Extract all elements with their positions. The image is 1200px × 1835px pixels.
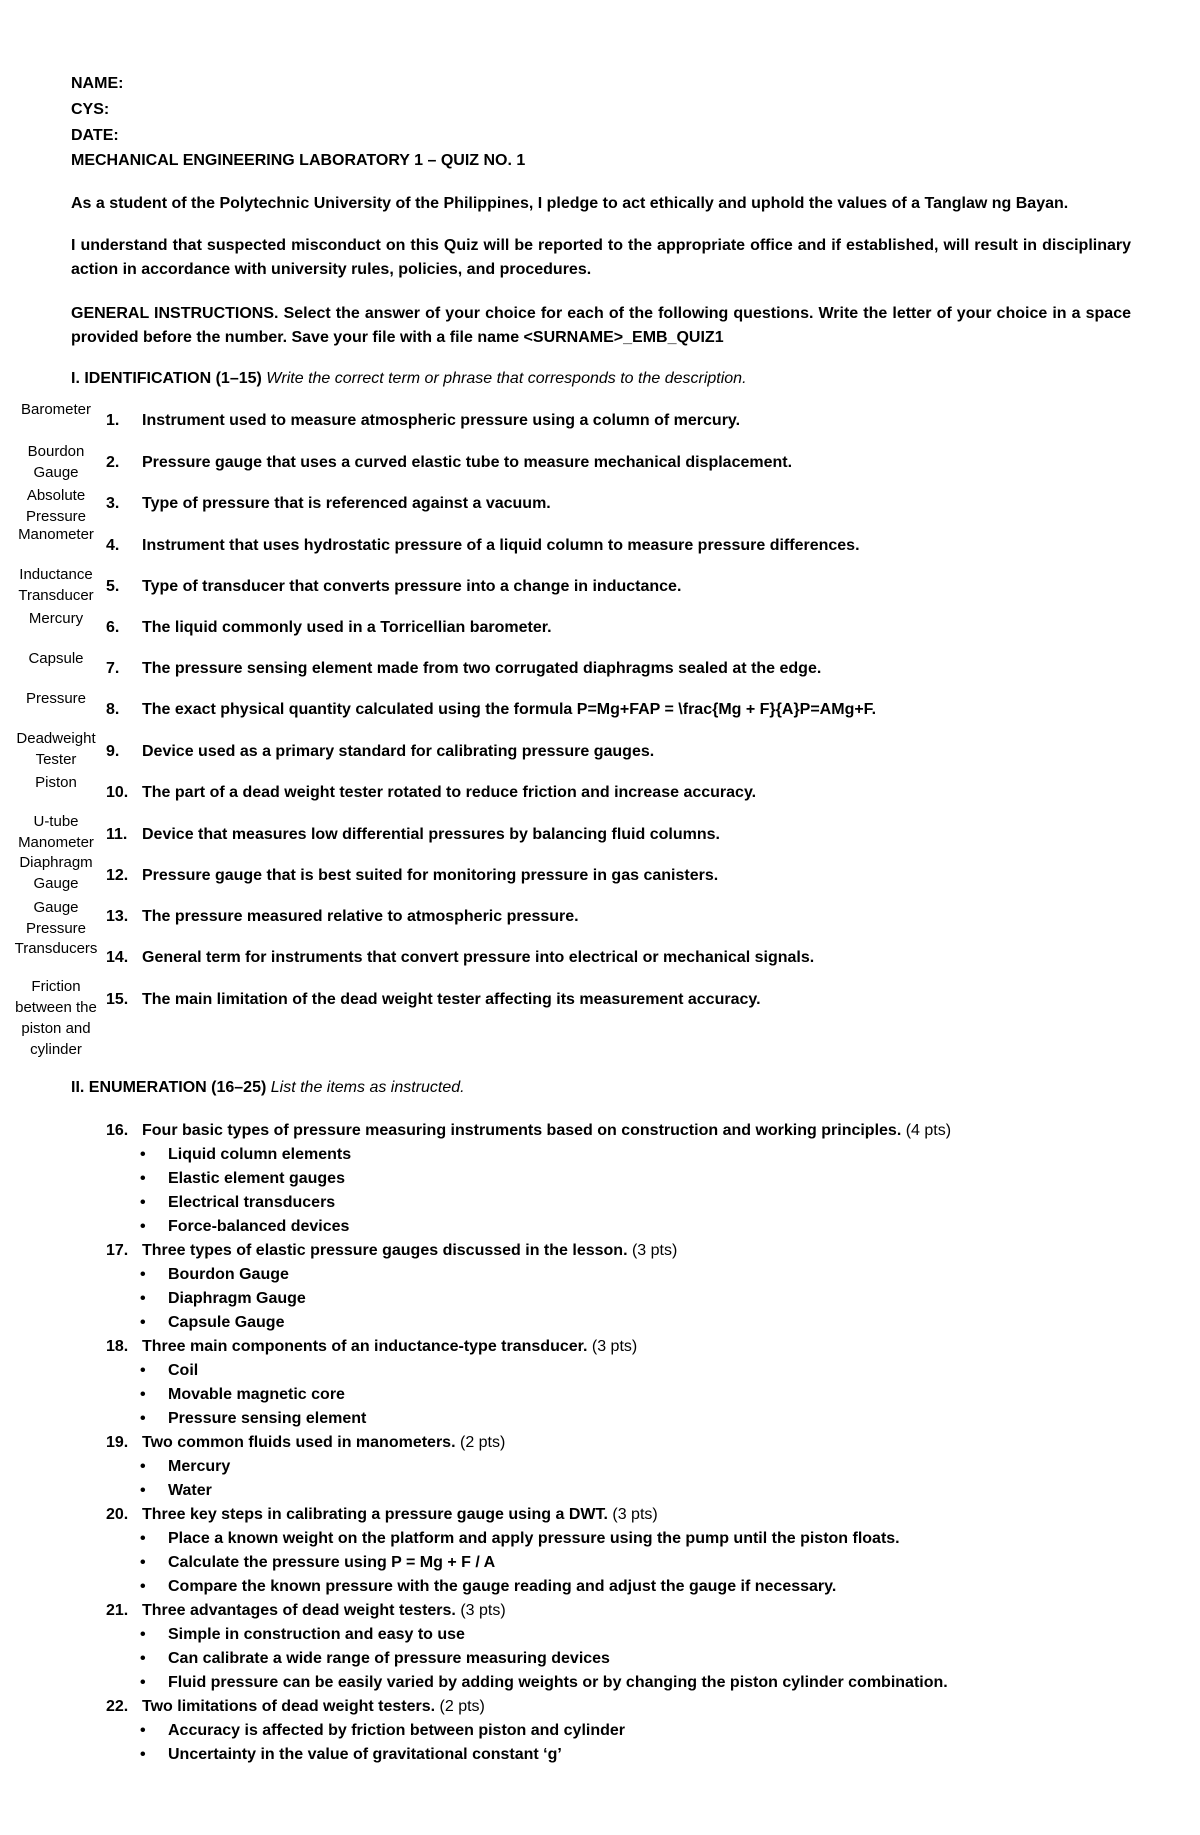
question-text: Device used as a primary standard for calibrating pressure gauges. bbox=[142, 743, 655, 760]
question-number: 21. bbox=[106, 1602, 129, 1619]
bullet-text: Elastic element gauges bbox=[168, 1170, 345, 1187]
question-number: 5. bbox=[106, 578, 120, 595]
question-text: Pressure gauge that is best suited for monitoring pressure in gas canisters. bbox=[142, 867, 719, 884]
bullet-item bbox=[140, 1623, 1156, 1647]
bullet-item bbox=[140, 1647, 1156, 1671]
bullet-item bbox=[140, 1671, 1156, 1695]
bullet-item bbox=[140, 1551, 1156, 1575]
enumeration-question bbox=[106, 1431, 1156, 1455]
question-text: The main limitation of the dead weight tester affecting its measurement accuracy. bbox=[142, 991, 761, 1008]
bullet-text: Force-balanced devices bbox=[168, 1218, 350, 1235]
bullet-text: Diaphragm Gauge bbox=[168, 1290, 306, 1307]
question-text: Device that measures low differential pressures by balancing fluid columns. bbox=[142, 826, 720, 843]
question-number: 19. bbox=[106, 1434, 129, 1451]
question-text-wrap bbox=[142, 1695, 485, 1719]
question-text: The pressure sensing element made from two corrugated diaphragms sealed at the edge. bbox=[142, 660, 822, 677]
answer-label: Piston bbox=[35, 774, 77, 791]
question-text-wrap bbox=[142, 1335, 637, 1359]
bullet-item bbox=[140, 1455, 1156, 1479]
bullet-icon: • bbox=[140, 1530, 146, 1547]
points-label: (3 pts) bbox=[460, 1602, 506, 1619]
question-number: 15. bbox=[106, 991, 129, 1008]
bullet-text: Can calibrate a wide range of pressure measuring devices bbox=[168, 1650, 610, 1667]
question-text: Instrument used to measure atmospheric pressure using a column of mercury. bbox=[142, 412, 741, 429]
question-number: 16. bbox=[106, 1122, 129, 1139]
points-label: (2 pts) bbox=[439, 1698, 485, 1715]
question-text: Four basic types of pressure measuring instruments based on construction and working principles. bbox=[142, 1122, 902, 1139]
question-number: 18. bbox=[106, 1338, 129, 1355]
bullet-text: Simple in construction and easy to use bbox=[168, 1626, 465, 1643]
question-number: 20. bbox=[106, 1506, 129, 1523]
question-text: Pressure gauge that uses a curved elastic tube to measure mechanical displacement. bbox=[142, 454, 793, 471]
bullet-icon: • bbox=[140, 1266, 146, 1283]
question-number: 10. bbox=[106, 784, 129, 801]
question-text-wrap bbox=[142, 1431, 505, 1455]
bullet-item bbox=[140, 1311, 1156, 1335]
date-label: DATE: bbox=[71, 127, 119, 144]
question-number: 2. bbox=[106, 454, 120, 471]
points-label: (3 pts) bbox=[612, 1506, 658, 1523]
question-number: 7. bbox=[106, 660, 120, 677]
enumeration-question bbox=[106, 1335, 1156, 1359]
question-number: 1. bbox=[106, 412, 120, 429]
points-label: (2 pts) bbox=[459, 1434, 506, 1451]
bullet-icon: • bbox=[140, 1674, 146, 1691]
bullet-icon: • bbox=[140, 1146, 146, 1163]
enumeration-item bbox=[106, 1599, 1156, 1695]
bullet-text: Liquid column elements bbox=[168, 1146, 352, 1163]
points-label: (4 pts) bbox=[905, 1122, 952, 1139]
bullet-icon: • bbox=[140, 1650, 146, 1667]
enumeration-item bbox=[106, 1335, 1156, 1431]
question-text: Type of pressure that is referenced against a vacuum. bbox=[142, 495, 551, 512]
answer-label: Barometer bbox=[20, 401, 92, 418]
bullet-text: Uncertainty in the value of gravitational constant ‘g’ bbox=[168, 1746, 562, 1763]
pledge-paragraph: As a student of the Polytechnic University of the Philippines, I pledge to act ethically and uphold the values of a Tanglaw ng Bayan. bbox=[71, 195, 1069, 212]
section-instruction: List the items as instructed. bbox=[270, 1079, 465, 1096]
question-text: Three advantages of dead weight testers. bbox=[142, 1602, 456, 1619]
bullet-item bbox=[140, 1575, 1156, 1599]
question-number: 22. bbox=[106, 1698, 129, 1715]
enumeration-item bbox=[106, 1695, 1156, 1767]
bullet-text: Place a known weight on the platform and apply pressure using the pump until the piston floats. bbox=[168, 1530, 900, 1547]
quiz-title: MECHANICAL ENGINEERING LABORATORY 1 – QUIZ NO. 1 bbox=[71, 152, 526, 169]
bullet-icon: • bbox=[140, 1170, 146, 1187]
question-number: 13. bbox=[106, 908, 129, 925]
enumeration-question bbox=[106, 1599, 1156, 1623]
points-label: (3 pts) bbox=[631, 1242, 678, 1259]
bullet-text: Calculate the pressure using P = Mg + F / A bbox=[168, 1554, 496, 1571]
bullet-icon: • bbox=[140, 1410, 146, 1427]
enumeration-question bbox=[106, 1239, 1156, 1263]
answer-label: Capsule bbox=[28, 650, 84, 667]
bullet-item bbox=[140, 1719, 1156, 1743]
name-label: NAME: bbox=[71, 75, 124, 92]
bullet-icon: • bbox=[140, 1386, 146, 1403]
bullet-icon: • bbox=[140, 1362, 146, 1379]
question-number: 17. bbox=[106, 1242, 129, 1259]
question-text: Two common fluids used in manometers. bbox=[142, 1434, 456, 1451]
answer-bullets bbox=[106, 1527, 1156, 1599]
question-text-wrap bbox=[142, 1119, 951, 1143]
question-text-wrap bbox=[142, 1503, 658, 1527]
bullet-text: Electrical transducers bbox=[168, 1194, 336, 1211]
question-number: 12. bbox=[106, 867, 129, 884]
bullet-icon: • bbox=[140, 1314, 146, 1331]
bullet-text: Compare the known pressure with the gauge reading and adjust the gauge if necessary. bbox=[168, 1578, 837, 1595]
answer-bullets bbox=[106, 1455, 1156, 1503]
enumeration-question bbox=[106, 1503, 1156, 1527]
bullet-text: Bourdon Gauge bbox=[168, 1266, 289, 1283]
question-text: Type of transducer that converts pressure into a change in inductance. bbox=[142, 578, 682, 595]
question-text: The part of a dead weight tester rotated to reduce friction and increase accuracy. bbox=[142, 784, 757, 801]
bullet-item bbox=[140, 1407, 1156, 1431]
bullet-icon: • bbox=[140, 1746, 146, 1763]
answer-bullets bbox=[106, 1359, 1156, 1431]
answer-label: Gauge Pressure bbox=[25, 899, 87, 937]
bullet-item bbox=[140, 1383, 1156, 1407]
question-number: 4. bbox=[106, 537, 120, 554]
enumeration-item bbox=[106, 1503, 1156, 1599]
question-text: The pressure measured relative to atmospheric pressure. bbox=[142, 908, 579, 925]
general-instructions: GENERAL INSTRUCTIONS. Select the answer of your choice for each of the following questions. Write the letter of your choice in a space provided before the number. Save your file with a file name <SURNAME>_EMB_QUIZ1 bbox=[71, 305, 1131, 346]
section-heading: II. ENUMERATION (16–25) bbox=[71, 1079, 267, 1096]
bullet-text: Mercury bbox=[168, 1458, 231, 1475]
question-text: Three types of elastic pressure gauges discussed in the lesson. bbox=[142, 1242, 628, 1259]
bullet-icon: • bbox=[140, 1458, 146, 1475]
bullet-icon: • bbox=[140, 1578, 146, 1595]
answer-label: Transducers bbox=[14, 940, 98, 957]
question-text: Two limitations of dead weight testers. bbox=[142, 1698, 436, 1715]
enumeration-question bbox=[106, 1119, 1156, 1143]
misconduct-paragraph: I understand that suspected misconduct on this Quiz will be reported to the appropriate office and if established, will result in disciplinary action in accordance with university rules, policies, and procedures. bbox=[71, 237, 1131, 278]
bullet-item bbox=[140, 1215, 1156, 1239]
bullet-item bbox=[140, 1167, 1156, 1191]
bullet-icon: • bbox=[140, 1722, 146, 1739]
question-number: 9. bbox=[106, 743, 120, 760]
answer-label: U-tube Manometer bbox=[18, 813, 94, 851]
enumeration-item bbox=[106, 1239, 1156, 1335]
answer-label: Inductance Transducer bbox=[18, 566, 94, 604]
question-number: 14. bbox=[106, 949, 129, 966]
question-text: Three key steps in calibrating a pressure gauge using a DWT. bbox=[142, 1506, 608, 1523]
answer-label: Friction between the piston and cylinder bbox=[15, 978, 97, 1058]
answer-label: Deadweight Tester bbox=[16, 730, 96, 768]
cys-label: CYS: bbox=[71, 101, 110, 118]
bullet-item bbox=[140, 1263, 1156, 1287]
bullet-icon: • bbox=[140, 1626, 146, 1643]
question-text: Instrument that uses hydrostatic pressure of a liquid column to measure pressure differences. bbox=[142, 537, 860, 554]
bullet-item bbox=[140, 1143, 1156, 1167]
question-text: The exact physical quantity calculated using the formula P=Mg+FAP = \frac{Mg + F}{A}P=AMg+F. bbox=[142, 701, 877, 718]
bullet-item bbox=[140, 1743, 1156, 1767]
bullet-item bbox=[140, 1191, 1156, 1215]
bullet-item bbox=[140, 1287, 1156, 1311]
bullet-icon: • bbox=[140, 1194, 146, 1211]
bullet-item bbox=[140, 1359, 1156, 1383]
answer-label: Pressure bbox=[25, 690, 87, 707]
enumeration-item bbox=[106, 1119, 1156, 1239]
bullet-text: Capsule Gauge bbox=[168, 1314, 285, 1331]
bullet-icon: • bbox=[140, 1218, 146, 1235]
enumeration-list bbox=[106, 1119, 1156, 1767]
question-text: The liquid commonly used in a Torricellian barometer. bbox=[142, 619, 552, 636]
answer-label: Manometer bbox=[18, 526, 94, 543]
question-number: 8. bbox=[106, 701, 120, 718]
points-label: (3 pts) bbox=[591, 1338, 638, 1355]
bullet-text: Pressure sensing element bbox=[168, 1410, 367, 1427]
answer-bullets bbox=[106, 1623, 1156, 1695]
enumeration-item bbox=[106, 1431, 1156, 1503]
bullet-text: Accuracy is affected by friction between piston and cylinder bbox=[168, 1722, 626, 1739]
section-instruction: Write the correct term or phrase that corresponds to the description. bbox=[266, 370, 747, 387]
answer-label: Bourdon Gauge bbox=[27, 443, 85, 481]
bullet-text: Fluid pressure can be easily varied by adding weights or by changing the piston cylinder combination. bbox=[168, 1674, 948, 1691]
question-text-wrap bbox=[142, 1599, 506, 1623]
question-text-wrap bbox=[142, 1239, 677, 1263]
bullet-icon: • bbox=[140, 1290, 146, 1307]
bullet-icon: • bbox=[140, 1554, 146, 1571]
bullet-item bbox=[140, 1527, 1156, 1551]
answer-bullets bbox=[106, 1719, 1156, 1767]
answer-label: Diaphragm Gauge bbox=[19, 854, 93, 892]
bullet-icon: • bbox=[140, 1482, 146, 1499]
answer-label: Mercury bbox=[28, 610, 84, 627]
section-heading: I. IDENTIFICATION (1–15) bbox=[71, 370, 262, 387]
answer-bullets bbox=[106, 1143, 1156, 1239]
bullet-text: Water bbox=[168, 1482, 212, 1499]
question-number: 6. bbox=[106, 619, 120, 636]
enumeration-question bbox=[106, 1695, 1156, 1719]
section-identification-heading bbox=[71, 368, 747, 390]
answer-bullets bbox=[106, 1263, 1156, 1335]
question-number: 3. bbox=[106, 495, 120, 512]
question-text: General term for instruments that convert pressure into electrical or mechanical signals. bbox=[142, 949, 815, 966]
question-text: Three main components of an inductance-type transducer. bbox=[142, 1338, 588, 1355]
bullet-text: Coil bbox=[168, 1362, 199, 1379]
bullet-item bbox=[140, 1479, 1156, 1503]
section-enumeration-heading bbox=[71, 1077, 465, 1099]
answer-label: Absolute Pressure bbox=[25, 487, 87, 525]
question-number: 11. bbox=[106, 826, 128, 843]
bullet-text: Movable magnetic core bbox=[168, 1386, 345, 1403]
